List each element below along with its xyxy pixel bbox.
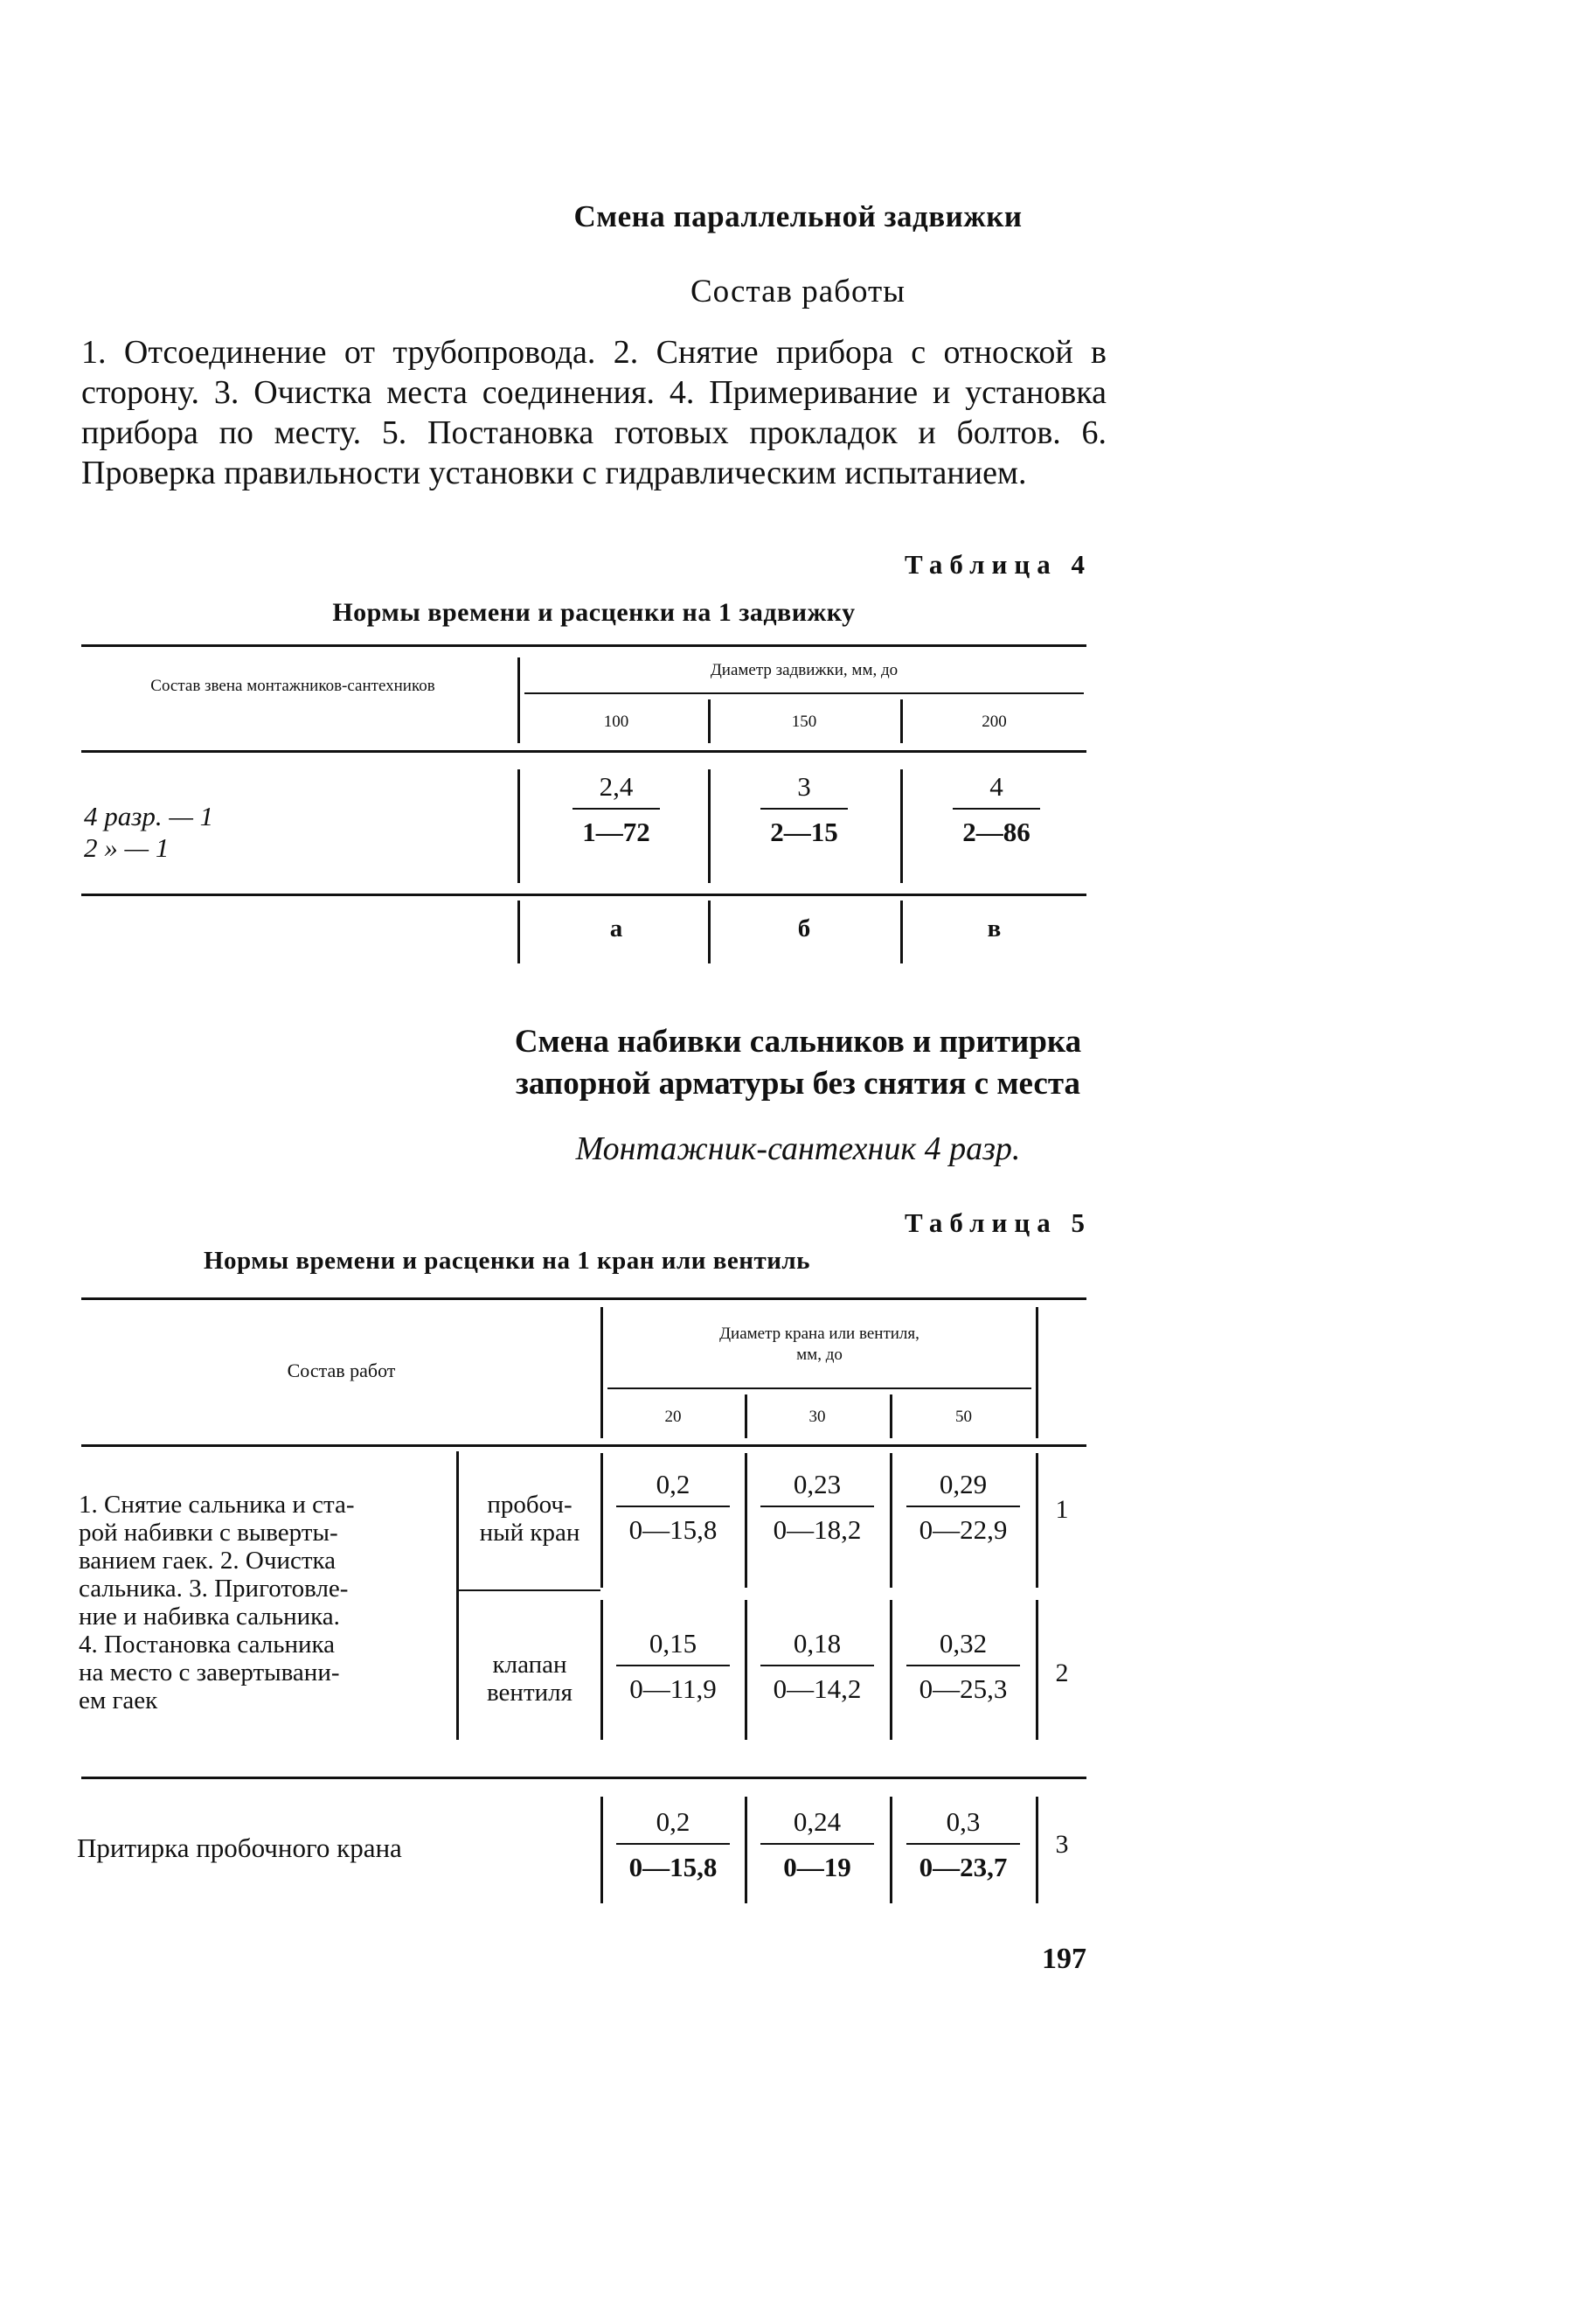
table5-caption: Таблица 5 — [905, 1207, 1092, 1238]
section2-title-line-2: запорной арматуры без снятия с места — [516, 1066, 1080, 1102]
norm-value: 0,29 — [939, 1469, 988, 1499]
table5-r3-c1 — [605, 1806, 741, 1883]
table5-type-valve — [461, 1651, 598, 1707]
table5-r3-c2 — [749, 1806, 885, 1883]
table4-crew-line-1: 4 разр. — 1 — [84, 801, 214, 831]
rate-value: 0—18,2 — [773, 1514, 862, 1545]
table5-row-number-3: 3 — [1055, 1830, 1069, 1859]
table5-diameter-2: 30 — [808, 1408, 826, 1426]
table5-divider — [600, 1797, 603, 1903]
type-line: вентиля — [487, 1679, 572, 1707]
table4-divider — [900, 699, 903, 743]
table5-group-rule — [607, 1387, 1031, 1389]
table5-divider — [1036, 1600, 1038, 1740]
table5-divider — [890, 1453, 892, 1588]
table5-subrow-rule — [456, 1589, 600, 1591]
table4-diameter-3: 200 — [982, 713, 1007, 731]
table5-diameter-3: 50 — [955, 1408, 972, 1426]
table4-cell-150 — [730, 771, 878, 848]
table5-r1-c2 — [749, 1469, 885, 1546]
norm-value: 4 — [989, 771, 1003, 802]
table5-r3-c3 — [894, 1806, 1032, 1883]
desc-line: ванием гаек. 2. Очистка — [79, 1547, 337, 1575]
table5-group-header-line-2: мм, до — [796, 1346, 843, 1364]
table5-r2-c1 — [605, 1628, 741, 1705]
table4-caption: Таблица 4 — [905, 549, 1092, 580]
section-title: Смена параллельной задвижки — [573, 199, 1023, 233]
table4-divider — [900, 769, 903, 883]
table5-work-description — [79, 1491, 446, 1714]
type-line: пробоч- — [487, 1491, 572, 1519]
desc-line: сальника. 3. Приготовле- — [79, 1575, 349, 1603]
table4-cell-200 — [922, 771, 1071, 848]
table4-divider — [708, 769, 711, 883]
section-subtitle: Состав работы — [690, 274, 906, 309]
table5-header-rule — [81, 1444, 1086, 1447]
table5-section-rule — [81, 1777, 1086, 1779]
table5-title: Нормы времени и расценки на 1 кран или вентиль — [204, 1247, 811, 1275]
desc-line: 4. Постановка сальника — [79, 1631, 336, 1659]
table4-divider — [708, 699, 711, 743]
table5-divider — [745, 1797, 747, 1903]
table5-type-plug-valve — [461, 1491, 598, 1547]
page-number: 197 — [1042, 1943, 1086, 1975]
rate-value: 1—72 — [582, 817, 650, 847]
table4-group-rule — [524, 692, 1084, 694]
norm-value: 0,2 — [656, 1469, 690, 1499]
table4-letter-a: а — [609, 915, 623, 942]
desc-line: ние и набивка сальника. — [79, 1603, 340, 1631]
table4-letter-v: в — [987, 915, 1002, 942]
norm-value: 0,24 — [793, 1806, 842, 1837]
desc-line: 1. Снятие сальника и ста- — [79, 1491, 355, 1519]
rate-value: 0—14,2 — [773, 1673, 862, 1704]
table5-top-rule — [81, 1297, 1086, 1300]
rate-value: 0—23,7 — [919, 1852, 1008, 1882]
table5-diameter-1: 20 — [664, 1408, 682, 1426]
rate-value: 2—15 — [770, 817, 838, 847]
table5-divider — [1036, 1307, 1038, 1438]
table5-col-header: Состав работ — [287, 1360, 396, 1381]
table5-plug-grinding: Притирка пробочного крана — [77, 1833, 402, 1863]
table5-divider — [1036, 1797, 1038, 1903]
table4-divider — [517, 769, 520, 883]
table5-divider — [1036, 1453, 1038, 1588]
rate-value: 2—86 — [962, 817, 1030, 847]
norm-value: 0,32 — [939, 1628, 988, 1659]
table4-header-rule — [81, 750, 1086, 753]
table5-divider — [745, 1600, 747, 1740]
table4-crew-line-2: 2 » — 1 — [84, 832, 170, 863]
table5-divider — [890, 1600, 892, 1740]
rate-value: 0—15,8 — [628, 1852, 718, 1882]
norm-value: 0,23 — [793, 1469, 842, 1499]
table4-top-rule — [81, 644, 1086, 647]
table5-row-number-2: 2 — [1055, 1659, 1069, 1687]
norm-value: 0,2 — [656, 1806, 690, 1837]
norm-value: 3 — [797, 771, 811, 802]
section2-title — [0, 1021, 1596, 1105]
table4-divider — [708, 901, 711, 963]
table4-col-header: Состав звена монтажников-сантехников — [150, 677, 435, 695]
table4-diameter-2: 150 — [791, 713, 817, 731]
rate-value: 0—19 — [783, 1852, 851, 1882]
table5-group-header-line-1: Диаметр крана или вентиля, — [719, 1325, 919, 1343]
table4-cell-100 — [542, 771, 690, 848]
desc-line: ем гаек — [79, 1687, 158, 1714]
table4-divider — [900, 901, 903, 963]
table4-bottom-rule — [81, 894, 1086, 896]
table4-title: Нормы времени и расценки на 1 задвижку — [332, 598, 856, 627]
norm-value: 2,4 — [599, 771, 634, 802]
rate-value: 0—22,9 — [919, 1514, 1008, 1545]
table5-divider — [600, 1600, 603, 1740]
table5-divider — [745, 1453, 747, 1588]
worker-grade: Монтажник-сантехник 4 разр. — [575, 1130, 1021, 1167]
desc-line: на место с завертывани- — [79, 1659, 340, 1687]
table5-r2-c2 — [749, 1628, 885, 1705]
rate-value: 0—25,3 — [919, 1673, 1008, 1704]
table4-divider — [517, 901, 520, 963]
table5-r1-c3 — [894, 1469, 1032, 1546]
table4-diameter-1: 100 — [603, 713, 629, 731]
table5-group-header — [603, 1324, 1036, 1366]
type-line: ный кран — [479, 1519, 580, 1547]
table5-divider — [456, 1451, 459, 1740]
table4-divider — [517, 657, 520, 743]
work-composition-paragraph: 1. Отсоединение от трубопровода. 2. Снятие прибора с отноской в сторону. 3. Очистка места соединения. 4. Примеривание и установка прибора по месту. 5. Постановка готовых прокладок и болтов. 6. Проверка правильности установки с гидравлическим испытанием. — [81, 334, 1107, 491]
table4-letter-b: б — [797, 915, 811, 942]
table5-divider — [890, 1797, 892, 1903]
rate-value: 0—11,9 — [629, 1673, 717, 1704]
section2-title-line-1: Смена набивки сальников и притирка — [514, 1024, 1082, 1060]
norm-value: 0,3 — [946, 1806, 981, 1837]
table5-divider — [600, 1453, 603, 1588]
table4-group-header: Диаметр задвижки, мм, до — [710, 661, 899, 679]
norm-value: 0,18 — [793, 1628, 842, 1659]
rate-value: 0—15,8 — [628, 1514, 718, 1545]
table5-row-number-1: 1 — [1055, 1495, 1069, 1524]
desc-line: рой набивки с выверты- — [79, 1519, 338, 1547]
table5-r2-c3 — [894, 1628, 1032, 1705]
norm-value: 0,15 — [649, 1628, 697, 1659]
table5-r1-c1 — [605, 1469, 741, 1546]
table4-crew — [84, 801, 213, 864]
type-line: клапан — [492, 1651, 567, 1679]
